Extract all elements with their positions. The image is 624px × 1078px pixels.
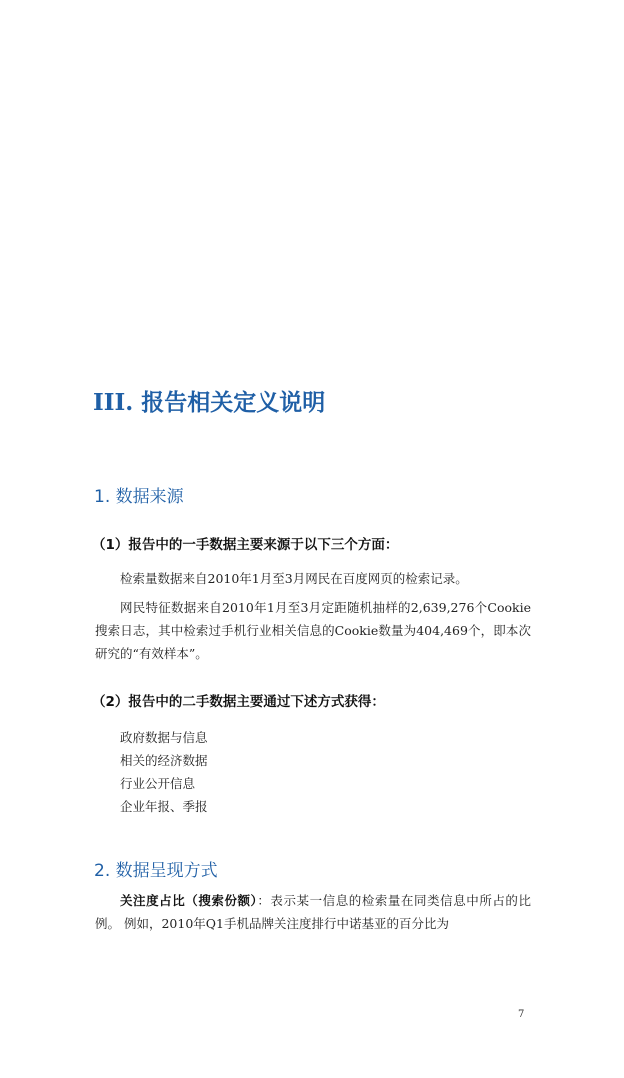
- section-heading-data-presentation: 2. 数据呈现方式: [94, 861, 218, 881]
- term-definition-text: ：表示某一信息的检索量在同类信息中所占的比例。 例如，2010年Q1手机品牌关注度排行中诺基亚的百分比为: [95, 893, 531, 931]
- paragraph-attention-share: [95, 889, 531, 935]
- list-item: 相关的经济数据: [120, 753, 208, 768]
- paragraph-search-volume: 检索量数据来自2010年1月至3月网民在百度网页的检索记录。: [120, 571, 468, 586]
- term-attention-share: 关注度占比（搜索份额）: [120, 893, 258, 908]
- section-heading-data-source: 1. 数据来源: [94, 487, 184, 507]
- page-number: 7: [518, 1009, 525, 1020]
- list-item: 行业公开信息: [120, 776, 196, 791]
- page-title: III. 报告相关定义说明: [93, 389, 326, 416]
- secondary-source-list: [120, 726, 208, 818]
- paragraph-user-features: 网民特征数据来自2010年1月至3月定距随机抽样的2,639,276个Cookie搜索日志，其中检索过手机行业相关信息的Cookie数量为404,469个，即本次研究的“有效样本”。: [95, 600, 531, 661]
- subsection-heading-primary-data: （1）报告中的一手数据主要来源于以下三个方面：: [92, 537, 399, 553]
- list-item: 政府数据与信息: [120, 730, 208, 745]
- list-item: 企业年报、季报: [120, 799, 208, 814]
- subsection-heading-secondary-data: （2）报告中的二手数据主要通过下述方式获得：: [92, 694, 385, 710]
